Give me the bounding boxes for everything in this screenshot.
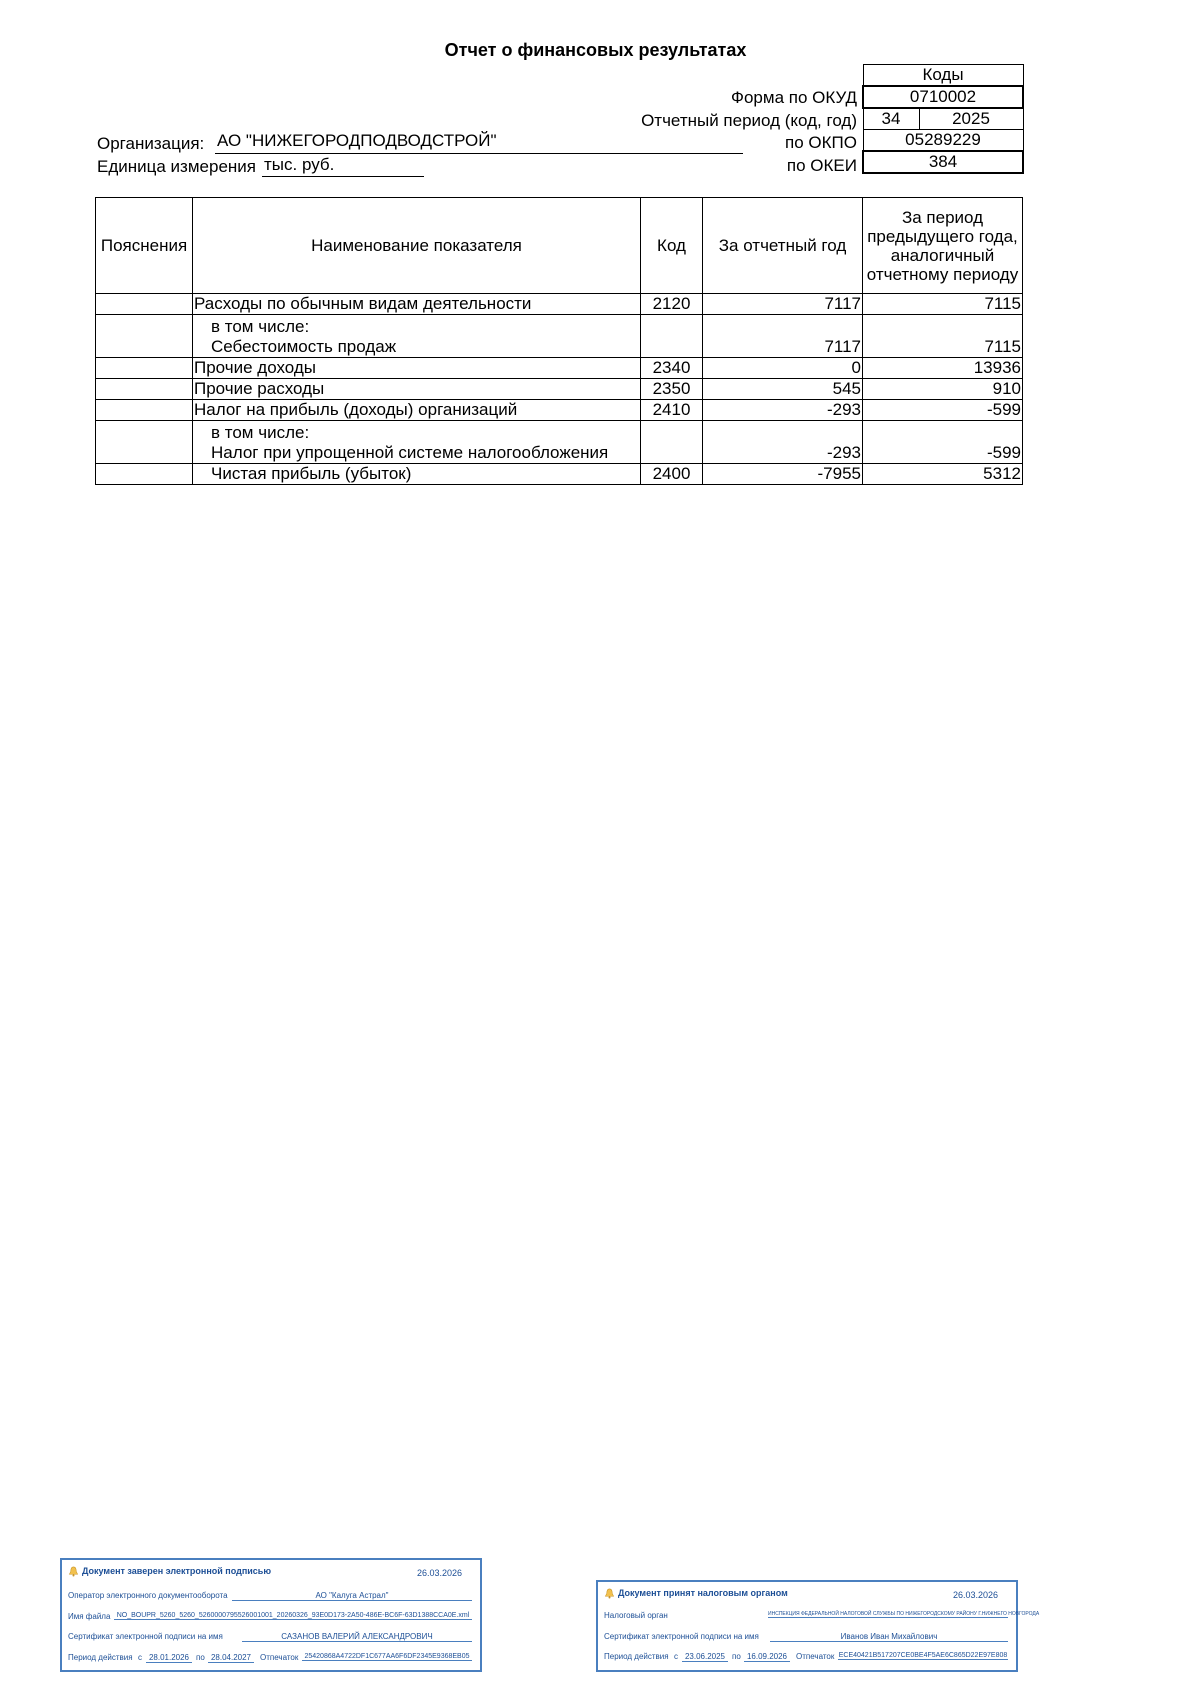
row-subheading: в том числе: <box>211 423 310 442</box>
from-value: 28.01.2026 <box>146 1653 192 1663</box>
thumb-label: Отпечаток <box>796 1652 835 1661</box>
operator-label: Оператор электронного документооборота <box>68 1591 228 1600</box>
row-current: 7117 <box>703 315 863 358</box>
row-previous: 13936 <box>863 358 1023 379</box>
period-label: Период действия <box>604 1652 669 1661</box>
row-previous: -599 <box>863 421 1023 464</box>
row-code <box>641 315 703 358</box>
codes-header: Коды <box>863 65 1023 87</box>
stamp-date: 26.03.2026 <box>953 1590 999 1600</box>
row-name-text: Налог при упрощенной системе налогообложения <box>211 443 609 462</box>
row-name: Прочие доходы <box>193 358 641 379</box>
okud-label: Форма по ОКУД <box>731 88 857 107</box>
table-row <box>96 315 1023 358</box>
tax-org-value: ИНСПЕКЦИЯ ФЕДЕРАЛЬНОЙ НАЛОГОВОЙ СЛУЖБЫ ПО НИЖЕГОРОДСКОМУ РАЙОНУ Г.НИЖНЕГО НОВГОРОДА <box>768 1611 1040 1617</box>
period-label: Период действия <box>68 1653 133 1662</box>
row-code: 2400 <box>641 464 703 485</box>
row-current: 7117 <box>703 294 863 315</box>
file-value: NO_BOUPR_5260_5260_5260000795526001001_20260326_93E0D173-2A50-486E-BC6F-63D1388CCA0E.xml <box>114 1612 472 1620</box>
col-current: За отчетный год <box>703 198 863 294</box>
from-value: 23.06.2025 <box>682 1652 728 1662</box>
org-label: Организация: <box>97 134 205 153</box>
row-current: 0 <box>703 358 863 379</box>
table-row <box>96 379 1023 400</box>
unit-label: Единица измерения <box>97 157 256 176</box>
to-label: по <box>196 1653 205 1662</box>
period-code: 34 <box>863 108 919 130</box>
row-name: Расходы по обычным видам деятельности <box>193 294 641 315</box>
okpo-label: по ОКПО <box>785 133 857 152</box>
thumb-value: 25420868A4722DF1C677AA6F6DF2345E9368EB05 <box>302 1653 472 1661</box>
row-current: -7955 <box>703 464 863 485</box>
row-current: -293 <box>703 400 863 421</box>
thumb-value: ECE40421B517207CE0BE4F5AE6C865D22E97E808 <box>838 1652 1008 1659</box>
tax-acceptance-stamp <box>596 1580 1040 1672</box>
cert-label: Сертификат электронной подписи на имя <box>68 1632 223 1641</box>
codes-box <box>862 64 1024 174</box>
row-current: -293 <box>703 421 863 464</box>
period-label: Отчетный период (код, год) <box>641 111 857 130</box>
org-value: АО "НИЖЕГОРОДПОДВОДСТРОЙ" <box>215 131 743 154</box>
cert-value: САЗАНОВ ВАЛЕРИЙ АЛЕКСАНДРОВИЧ <box>242 1632 472 1642</box>
row-previous: 7115 <box>863 315 1023 358</box>
row-name <box>193 315 641 358</box>
row-name-text: Себестоимость продаж <box>211 337 397 356</box>
row-previous: 5312 <box>863 464 1023 485</box>
row-name <box>193 421 641 464</box>
to-label: по <box>732 1652 741 1661</box>
financial-results-table <box>95 197 1023 485</box>
okud-value: 0710002 <box>863 86 1023 108</box>
operator-value: АО "Калуга Астрал" <box>232 1591 472 1601</box>
table-row <box>96 400 1023 421</box>
row-code: 2350 <box>641 379 703 400</box>
table-row <box>96 294 1023 315</box>
period-year: 2025 <box>919 108 1023 130</box>
cert-value: Иванов Иван Михайлович <box>770 1632 1008 1642</box>
row-previous: -599 <box>863 400 1023 421</box>
okpo-value: 05289229 <box>863 130 1023 152</box>
table-row <box>96 464 1023 485</box>
report-title: Отчет о финансовых результатах <box>444 40 747 60</box>
row-name: Чистая прибыль (убыток) <box>193 464 641 485</box>
table-header-row <box>96 198 1023 294</box>
row-previous: 910 <box>863 379 1023 400</box>
table-row <box>96 358 1023 379</box>
row-code <box>641 421 703 464</box>
unit-value: тыс. руб. <box>262 155 424 177</box>
tax-org-label: Налоговый орган <box>604 1611 668 1620</box>
bell-icon <box>604 1588 615 1599</box>
row-name: Налог на прибыль (доходы) организаций <box>193 400 641 421</box>
col-notes: Пояснения <box>96 198 193 294</box>
bell-icon <box>68 1566 79 1577</box>
row-current: 545 <box>703 379 863 400</box>
row-previous: 7115 <box>863 294 1023 315</box>
to-value: 16.09.2026 <box>744 1652 790 1662</box>
row-name: Прочие расходы <box>193 379 641 400</box>
to-value: 28.04.2027 <box>208 1653 254 1663</box>
col-previous: За период предыдущего года, аналогичный отчетному периоду <box>863 198 1023 294</box>
signature-stamp <box>60 1558 482 1672</box>
row-code: 2120 <box>641 294 703 315</box>
col-code: Код <box>641 198 703 294</box>
stamp-date: 26.03.2026 <box>417 1568 463 1578</box>
stamp-title: Документ принят налоговым органом <box>618 1588 788 1598</box>
row-code: 2410 <box>641 400 703 421</box>
from-label: с <box>674 1652 678 1661</box>
col-indicator: Наименование показателя <box>193 198 641 294</box>
stamp-title: Документ заверен электронной подписью <box>82 1566 272 1576</box>
table-row <box>96 421 1023 464</box>
okei-value: 384 <box>863 151 1023 173</box>
from-label: с <box>138 1653 142 1662</box>
row-code: 2340 <box>641 358 703 379</box>
row-subheading: в том числе: <box>211 317 310 336</box>
thumb-label: Отпечаток <box>260 1653 299 1662</box>
file-label: Имя файла <box>68 1612 111 1621</box>
okei-label: по ОКЕИ <box>786 156 857 175</box>
cert-label: Сертификат электронной подписи на имя <box>604 1632 759 1641</box>
